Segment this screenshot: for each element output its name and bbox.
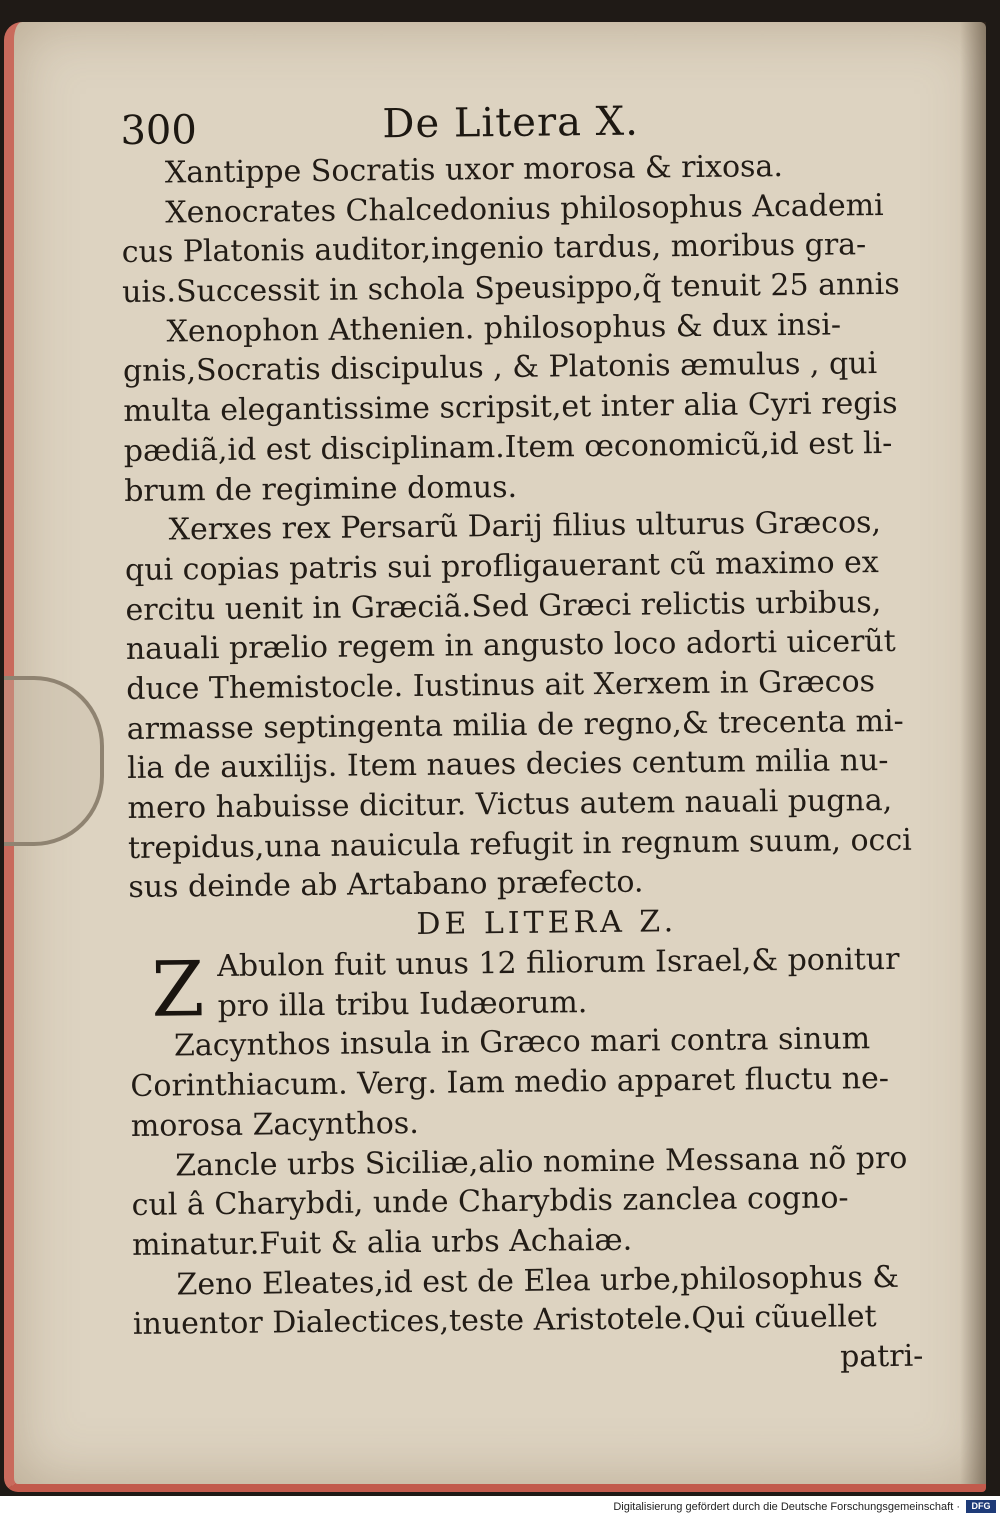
- text-line: Zacynthos insula in Græco mari contra sinum: [173, 1021, 871, 1064]
- text-line: mero habuisse dicitur. Victus autem nauali pugna,: [127, 782, 893, 826]
- page-header: [120, 80, 921, 154]
- text-line: cus Platonis auditor,ingenio tardus, moribus gra-: [121, 227, 867, 271]
- initial-paragraph: [129, 940, 930, 1034]
- text-line: nauali prælio regem in angusto loco adorti uicerũt: [125, 624, 896, 668]
- running-title: De Litera X.: [382, 98, 640, 148]
- page-text: [120, 80, 934, 1385]
- text-line: Xantippe Socratis uxor morosa & rixosa.: [164, 149, 784, 191]
- text-line: lia de auxilijs. Item naues decies centum milia nu-: [126, 743, 889, 787]
- clasp-mark: [4, 676, 104, 846]
- text-line: Corinthiacum. Verg. Iam medio apparet fluctu ne-: [130, 1061, 890, 1105]
- text-line: multa elegantissime scripsit,et inter alia Cyri regis: [123, 386, 898, 430]
- text-line: gnis,Socratis discipulus , & Platonis æmulus , qui: [122, 346, 878, 390]
- text-line: duce Themistocle. Iustinus ait Xerxem in Græcos: [126, 664, 876, 707]
- text-line: Zeno Eleates,id est de Elea urbe,philosophus &: [176, 1259, 900, 1303]
- text-line: uis.Successit in schola Speusippo,q̃ tenuit 25 annis: [121, 266, 900, 311]
- text-line: Xenocrates Chalcedonius philosophus Academi: [165, 187, 884, 231]
- text-line: cul â Charybdi, unde Charybdis zanclea cogno-: [131, 1180, 849, 1224]
- text-line: morosa Zacynthos.: [130, 1105, 419, 1144]
- text-line: pro illa tribu Iudæorum.: [217, 984, 588, 1024]
- funding-note: Digitalisierung gefördert durch die Deutsche Forschungsgemeinschaft ·: [613, 1501, 960, 1513]
- catchword: patri-: [839, 1338, 924, 1375]
- text-line: Zancle urbs Siciliæ,alio nomine Messana nõ pro: [175, 1140, 908, 1183]
- text-line: ercitu uenit in Græciã.Sed Græci relictis urbibus,: [125, 584, 882, 628]
- dfg-logo: DFG: [966, 1500, 996, 1513]
- section-heading: DE LITERA Z.: [416, 904, 678, 943]
- text-line: minatur.Fuit & alia urbs Achaiæ.: [131, 1222, 633, 1263]
- text-line: trepidus,una nauicula refugit in regnum suum, occi: [127, 822, 912, 866]
- text-line: qui copias patris sui profligauerant cũ maximo ex: [124, 544, 879, 588]
- text-line: pædiã,id est disciplinam.Item œconomicũ,id est li-: [123, 425, 893, 469]
- text-line: Xerxes rex Persarũ Darij filius ulturus Græcos,: [168, 505, 882, 548]
- text-line: brum de regimine domus.: [124, 469, 518, 509]
- text-line: inuentor Dialectices,teste Aristotele.Qui cũuellet: [132, 1299, 877, 1343]
- page-number: 300: [120, 107, 198, 154]
- text-line: Xenophon Athenien. philosophus & dux insi-: [166, 307, 842, 350]
- text-line: armasse septingenta milia de regno,& trecenta mi-: [126, 703, 904, 747]
- footer-bar: [0, 1496, 1000, 1518]
- drop-cap: Z: [150, 944, 205, 1034]
- text-line: Abulon fuit unus 12 filiorum Israel,& ponitur: [217, 941, 900, 985]
- text-line: sus deinde ab Artabano præfecto.: [128, 864, 644, 906]
